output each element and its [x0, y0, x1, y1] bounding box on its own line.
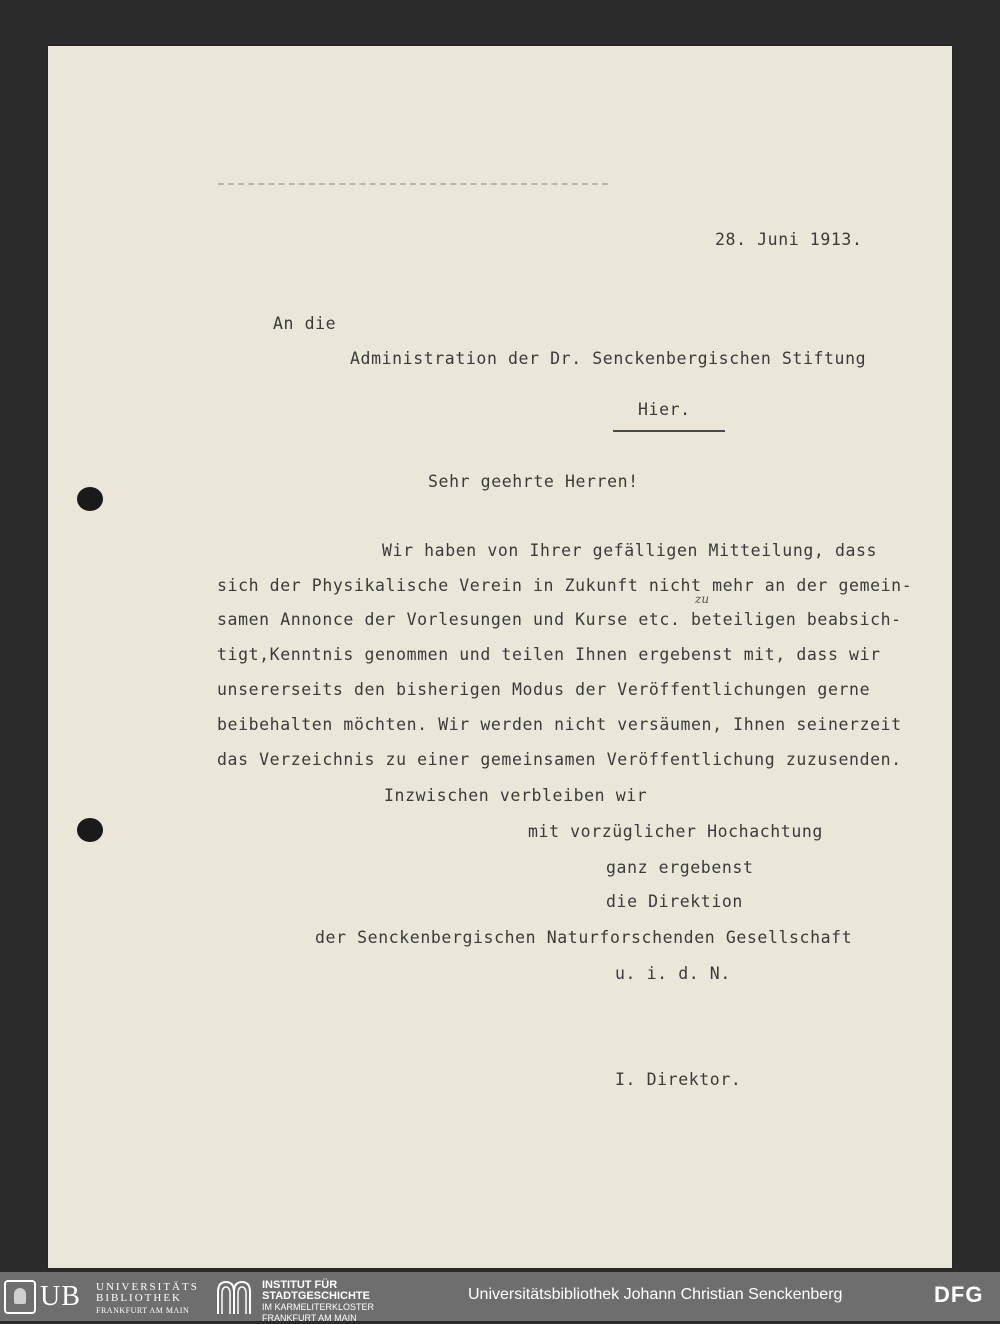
footer-title: Universitätsbibliothek Johann Christian Senckenberg [468, 1286, 843, 1303]
closing-line-5: u. i. d. N. [615, 964, 731, 983]
punch-hole-bottom [77, 818, 103, 842]
isg-line-4: FRANKFURT AM MAIN [262, 1313, 357, 1323]
recipient-underline [613, 430, 725, 432]
handwritten-insert: zu [695, 592, 710, 606]
isg-line-3: IM KARMELITERKLOSTER [262, 1302, 375, 1312]
body-line-1: Wir haben von Ihrer gefälligen Mitteilung, dass [382, 541, 878, 560]
recipient-line-2: Administration der Dr. Senckenbergischen Stiftung [350, 349, 867, 368]
ub-line-3: FRANKFURT AM MAIN [96, 1306, 190, 1315]
ub-logo-letters: UB [40, 1281, 81, 1312]
salutation: Sehr geehrte Herren! [428, 472, 639, 491]
body-line-6: beibehalten möchten. Wir werden nicht versäumen, Ihnen seinerzeit [217, 715, 902, 734]
isg-logo-text [262, 1280, 374, 1324]
ub-line-1: UNIVERSITÄTS [96, 1281, 199, 1293]
ub-logo-text [96, 1282, 199, 1316]
isg-line-2: STADTGESCHICHTE [262, 1290, 370, 1302]
ub-line-2: BIBLIOTHEK [96, 1292, 182, 1304]
closing-line-2: ganz ergebenst [606, 858, 754, 877]
letter-date: 28. Juni 1913. [715, 230, 863, 249]
punch-hole-top [77, 487, 103, 511]
closing-line-3: die Direktion [606, 892, 743, 911]
signature: I. Direktor. [615, 1070, 742, 1089]
body-line-5: unsererseits den bisherigen Modus der Veröffentlichungen gerne [217, 680, 871, 699]
body-line-3: samen Annonce der Vorlesungen und Kurse etc. beteiligen beabsich- [217, 610, 902, 629]
body-line-2: sich der Physikalische Verein in Zukunft nicht mehr an der gemein- [217, 576, 913, 595]
ub-seal-icon [4, 1280, 36, 1314]
viewer-footer [0, 1272, 1000, 1321]
dfg-logo: DFG [934, 1282, 984, 1307]
body-line-4: tigt,Kenntnis genommen und teilen Ihnen ergebenst mit, dass wir [217, 645, 881, 664]
body-line-7: das Verzeichnis zu einer gemeinsamen Veröffentlichung zuzusenden. [217, 750, 902, 769]
isg-line-1: INSTITUT FÜR [262, 1279, 338, 1291]
closing-line-4: der Senckenbergischen Naturforschenden Gesellschaft [315, 928, 853, 947]
closing-line-1: mit vorzüglicher Hochachtung [528, 822, 823, 841]
faint-letterhead-rule [218, 183, 608, 185]
closing-intro: Inzwischen verbleiben wir [384, 786, 648, 805]
recipient-line-3: Hier. [638, 400, 691, 419]
letter-page [48, 46, 952, 1268]
recipient-line-1: An die [273, 314, 337, 333]
arches-icon [216, 1280, 252, 1314]
